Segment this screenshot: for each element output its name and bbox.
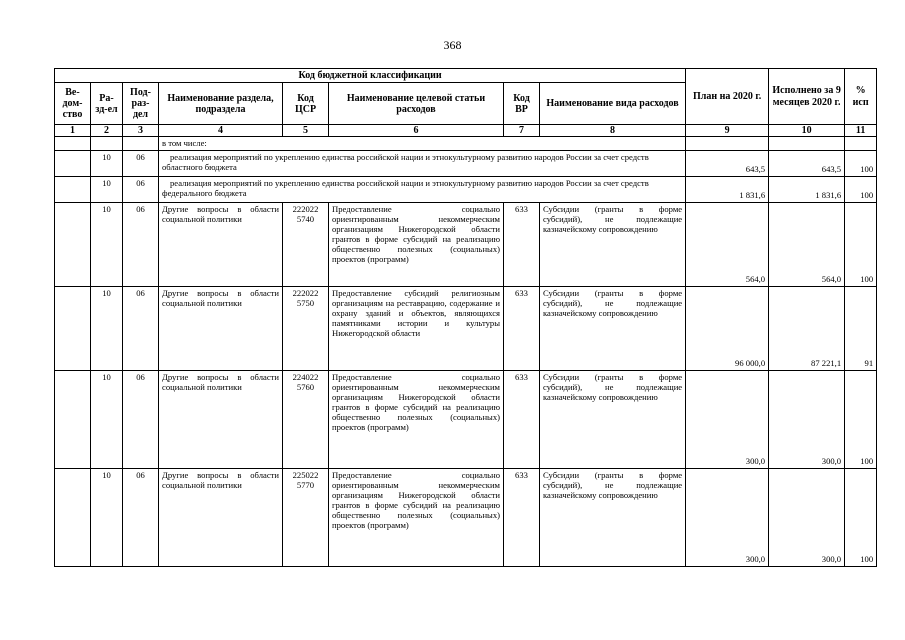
plan-cell: 96 000,0: [686, 286, 769, 370]
table-row: [55, 370, 877, 468]
pct-cell: 100: [845, 150, 877, 176]
podrazdel-cell: 06: [123, 468, 159, 566]
header-vr: Код ВР: [504, 83, 540, 125]
fact-cell: 300,0: [769, 370, 845, 468]
vr-name-cell: Субсидии (гранты в форме субсидий), не подлежащие казначейскому сопровождению: [540, 370, 686, 468]
vr-cell: 633: [504, 286, 540, 370]
section-name-cell: Другие вопросы в области социальной политики: [159, 286, 283, 370]
column-number: 6: [329, 125, 504, 137]
podrazdel-cell: 06: [123, 176, 159, 202]
podrazdel-cell: 06: [123, 286, 159, 370]
column-number: 9: [686, 125, 769, 137]
pct-cell: 91: [845, 286, 877, 370]
pct-cell: 100: [845, 468, 877, 566]
csr-cell: 224022 5760: [283, 370, 329, 468]
header-vr-name: Наименование вида расходов: [540, 83, 686, 125]
column-number: 5: [283, 125, 329, 137]
header-target-name: Наименование целевой статьи расходов: [329, 83, 504, 125]
header-plan: План на 2020 г.: [686, 69, 769, 125]
fact-cell: 1 831,6: [769, 176, 845, 202]
column-number: 11: [845, 125, 877, 137]
section-name-cell: Другие вопросы в области социальной политики: [159, 370, 283, 468]
column-number: 1: [55, 125, 91, 137]
csr-cell: 222022 5740: [283, 202, 329, 286]
header-razdel: Ра-зд-ел: [91, 83, 123, 125]
merged-description: реализация мероприятий по укреплению единства российской нации и этнокультурному развитию народов России за счет средств областного бюджета: [159, 150, 686, 176]
plan-cell: 564,0: [686, 202, 769, 286]
razdel-cell: 10: [91, 202, 123, 286]
page-number: 368: [443, 38, 462, 52]
header-section-name: Наименование раздела, подраздела: [159, 83, 283, 125]
label-in-that-number: в том числе:: [159, 137, 686, 150]
header-pct: % исп: [845, 69, 877, 125]
podrazdel-cell: 06: [123, 150, 159, 176]
table-row: [55, 202, 877, 286]
vr-cell: 633: [504, 202, 540, 286]
merged-description: реализация мероприятий по укреплению единства российской нации и этнокультурному развитию народов России за счет средств федерального бюджета: [159, 176, 686, 202]
pct-cell: 100: [845, 176, 877, 202]
target-name-cell: Предоставление социально ориентированным некоммерческим организациям Нижегородской области грантов в форме субсидий на реализацию общественно полезных (социальных) проектов (программ): [329, 202, 504, 286]
budget-table: [54, 68, 877, 567]
column-number: 10: [769, 125, 845, 137]
section-name-cell: Другие вопросы в области социальной политики: [159, 468, 283, 566]
razdel-cell: 10: [91, 370, 123, 468]
target-name-cell: Предоставление социально ориентированным некоммерческим организациям Нижегородской области грантов в форме субсидий на реализацию общественно полезных (социальных) проектов (программ): [329, 468, 504, 566]
table-row: [55, 468, 877, 566]
vr-cell: 633: [504, 468, 540, 566]
header-group-title: Код бюджетной классификации: [55, 69, 686, 83]
vr-name-cell: Субсидии (гранты в форме субсидий), не подлежащие казначейскому сопровождению: [540, 286, 686, 370]
plan-cell: 643,5: [686, 150, 769, 176]
vr-name-cell: Субсидии (гранты в форме субсидий), не подлежащие казначейскому сопровождению: [540, 202, 686, 286]
csr-cell: 222022 5750: [283, 286, 329, 370]
vr-cell: 633: [504, 370, 540, 468]
razdel-cell: 10: [91, 286, 123, 370]
table-row: [55, 137, 877, 150]
podrazdel-cell: 06: [123, 202, 159, 286]
razdel-cell: 10: [91, 150, 123, 176]
fact-cell: 300,0: [769, 468, 845, 566]
header-podrazdel: Под-раз-дел: [123, 83, 159, 125]
header-csr: Код ЦСР: [283, 83, 329, 125]
header-vedomstvo: Ве-дом-ство: [55, 83, 91, 125]
table-row: [55, 176, 877, 202]
header-fact: Исполнено за 9 месяцев 2020 г.: [769, 69, 845, 125]
section-name-cell: Другие вопросы в области социальной политики: [159, 202, 283, 286]
pct-cell: 100: [845, 202, 877, 286]
fact-cell: 643,5: [769, 150, 845, 176]
target-name-cell: Предоставление субсидий религиозным организациям на реставрацию, содержание и охрану зданий и объектов, являющихся памятниками истории и культуры Нижегородской области: [329, 286, 504, 370]
razdel-cell: 10: [91, 176, 123, 202]
plan-cell: 300,0: [686, 468, 769, 566]
column-number: 2: [91, 125, 123, 137]
column-number: 4: [159, 125, 283, 137]
csr-cell: 225022 5770: [283, 468, 329, 566]
vr-name-cell: Субсидии (гранты в форме субсидий), не подлежащие казначейскому сопровождению: [540, 468, 686, 566]
column-number: 7: [504, 125, 540, 137]
fact-cell: 564,0: [769, 202, 845, 286]
table-row: [55, 150, 877, 176]
table-row: [55, 286, 877, 370]
plan-cell: 300,0: [686, 370, 769, 468]
plan-cell: 1 831,6: [686, 176, 769, 202]
column-number: 8: [540, 125, 686, 137]
column-number: 3: [123, 125, 159, 137]
target-name-cell: Предоставление социально ориентированным некоммерческим организациям Нижегородской области грантов в форме субсидий на реализацию общественно полезных (социальных) проектов (программ): [329, 370, 504, 468]
podrazdel-cell: 06: [123, 370, 159, 468]
razdel-cell: 10: [91, 468, 123, 566]
fact-cell: 87 221,1: [769, 286, 845, 370]
pct-cell: 100: [845, 370, 877, 468]
